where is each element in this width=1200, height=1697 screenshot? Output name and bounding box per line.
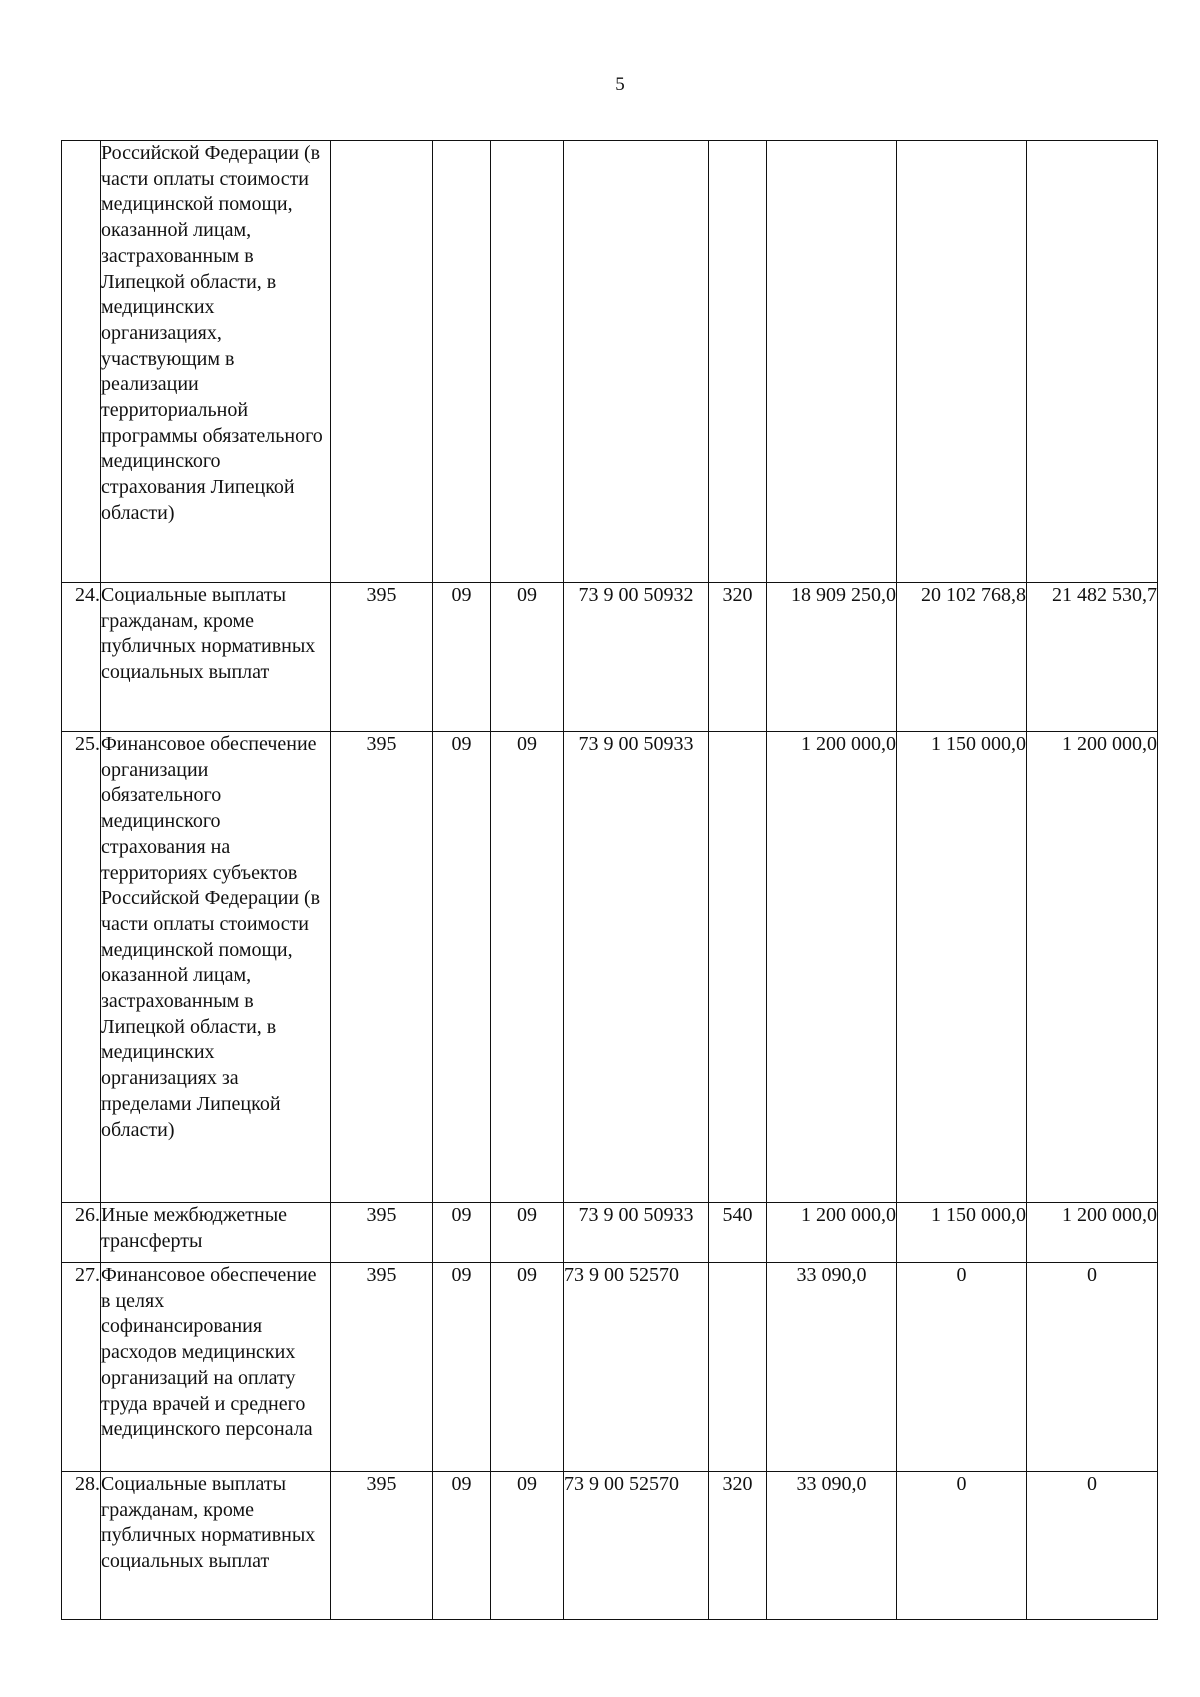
amount-year-2: 1 150 000,0 xyxy=(897,732,1027,1203)
expense-type-code: 320 xyxy=(709,1472,767,1620)
admin-code: 395 xyxy=(331,583,433,732)
admin-code: 395 xyxy=(331,1263,433,1472)
amount-year-1: 1 200 000,0 xyxy=(767,732,897,1203)
target-article-code: 73 9 00 52570 xyxy=(564,1263,709,1472)
row-description: Социальные выплаты гражданам, кроме публичных нормативных социальных выплат xyxy=(101,1472,331,1620)
subsection-code: 09 xyxy=(491,732,564,1203)
section-code: 09 xyxy=(433,1203,491,1263)
table-row-continuation xyxy=(62,141,1158,583)
amount-year-2 xyxy=(897,141,1027,583)
row-description: Финансовое обеспечение организации обязательного медицинского страхования на территориях субъектов Российской Федерации (в части оплаты стоимости медицинской помощи, оказанной лицам, застрахованным в Липецкой области, в медицинских организациях за пределами Липецкой области) xyxy=(101,732,331,1203)
amount-year-1: 1 200 000,0 xyxy=(767,1203,897,1263)
amount-year-2: 0 xyxy=(897,1263,1027,1472)
amount-year-1: 33 090,0 xyxy=(767,1472,897,1620)
row-number: 27. xyxy=(62,1263,101,1472)
expense-type-code xyxy=(709,141,767,583)
row-description: Иные межбюджетные трансферты xyxy=(101,1203,331,1263)
row-number xyxy=(62,141,101,583)
admin-code: 395 xyxy=(331,732,433,1203)
amount-year-2: 0 xyxy=(897,1472,1027,1620)
subsection-code xyxy=(491,141,564,583)
expense-type-code xyxy=(709,732,767,1203)
table-row-28 xyxy=(62,1472,1158,1620)
target-article-code: 73 9 00 52570 xyxy=(564,1472,709,1620)
amount-year-2: 1 150 000,0 xyxy=(897,1203,1027,1263)
subsection-code: 09 xyxy=(491,1203,564,1263)
budget-table xyxy=(61,140,1158,1620)
row-description: Социальные выплаты гражданам, кроме публичных нормативных социальных выплат xyxy=(101,583,331,732)
target-article-code xyxy=(564,141,709,583)
table-row-25 xyxy=(62,732,1158,1203)
section-code: 09 xyxy=(433,1472,491,1620)
table-row-24 xyxy=(62,583,1158,732)
amount-year-2: 20 102 768,8 xyxy=(897,583,1027,732)
page-number: 5 xyxy=(615,74,625,95)
expense-type-code xyxy=(709,1263,767,1472)
admin-code: 395 xyxy=(331,1203,433,1263)
table-row-27 xyxy=(62,1263,1158,1472)
section-code xyxy=(433,141,491,583)
admin-code xyxy=(331,141,433,583)
amount-year-1: 18 909 250,0 xyxy=(767,583,897,732)
row-number: 28. xyxy=(62,1472,101,1620)
target-article-code: 73 9 00 50932 xyxy=(564,583,709,732)
expense-type-code: 320 xyxy=(709,583,767,732)
section-code: 09 xyxy=(433,1263,491,1472)
target-article-code: 73 9 00 50933 xyxy=(564,732,709,1203)
row-number: 25. xyxy=(62,732,101,1203)
subsection-code: 09 xyxy=(491,583,564,732)
section-code: 09 xyxy=(433,732,491,1203)
row-number: 26. xyxy=(62,1203,101,1263)
admin-code: 395 xyxy=(331,1472,433,1620)
amount-year-1: 33 090,0 xyxy=(767,1263,897,1472)
target-article-code: 73 9 00 50933 xyxy=(564,1203,709,1263)
table-row-26 xyxy=(62,1203,1158,1263)
amount-year-3 xyxy=(1027,141,1158,583)
row-description: Российской Федерации (в части оплаты стоимости медицинской помощи, оказанной лицам, застрахованным в Липецкой области, в медицинских организациях, участвующим в реализации территориальной программы обязательного медицинского страхования Липецкой области) xyxy=(101,141,331,583)
amount-year-3: 21 482 530,7 xyxy=(1027,583,1158,732)
amount-year-3: 0 xyxy=(1027,1263,1158,1472)
subsection-code: 09 xyxy=(491,1263,564,1472)
amount-year-3: 0 xyxy=(1027,1472,1158,1620)
amount-year-1 xyxy=(767,141,897,583)
subsection-code: 09 xyxy=(491,1472,564,1620)
amount-year-3: 1 200 000,0 xyxy=(1027,1203,1158,1263)
expense-type-code: 540 xyxy=(709,1203,767,1263)
section-code: 09 xyxy=(433,583,491,732)
row-number: 24. xyxy=(62,583,101,732)
row-description: Финансовое обеспечение в целях софинансирования расходов медицинских организаций на оплату труда врачей и среднего медицинского персонала xyxy=(101,1263,331,1472)
amount-year-3: 1 200 000,0 xyxy=(1027,732,1158,1203)
